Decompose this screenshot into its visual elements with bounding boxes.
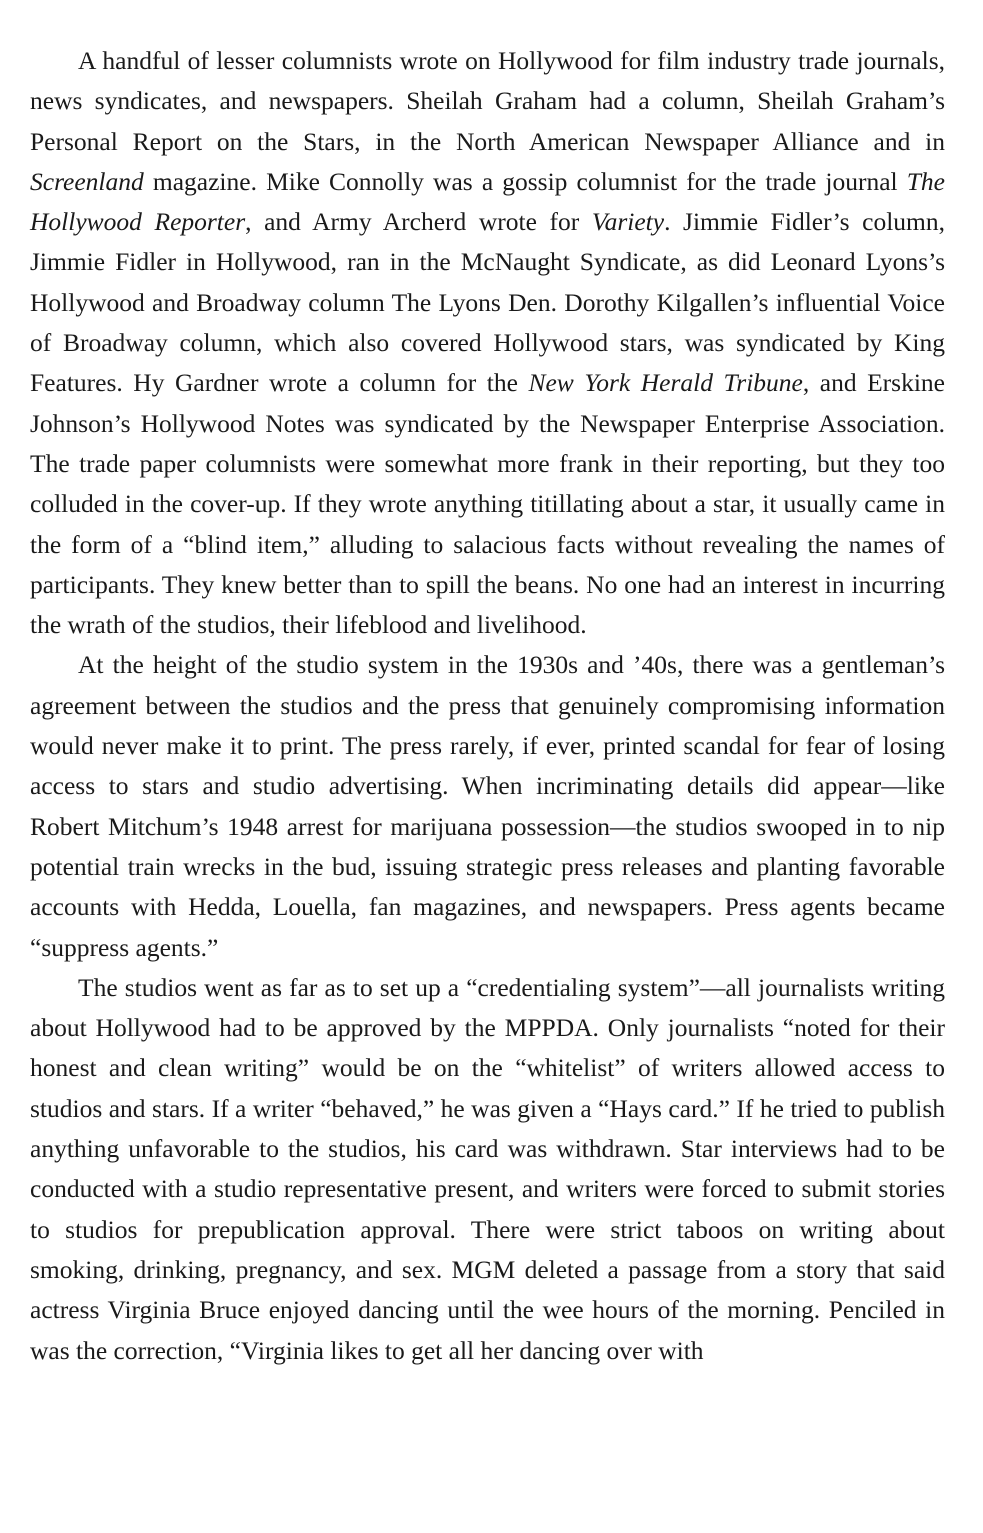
text-run: The studios went as far as to set up a “credentialing system”—all journalists writing about Hollywood had to be approved by the MPPDA. Only journalists “noted for their honest and clean writing” would be on the “whitelist” of writers allowed access to studios and stars. If a writer “behaved,” he was given a “Hays card.” If he tried to publish anything unfavorable to the studios, his card was withdrawn. Star interviews had to be conducted with a studio representative present, and writers were forced to submit stories to studios for prepublication approval. There were strict taboos on writing about smoking, drinking, pregnancy, and sex. MGM deleted a passage from a story that said actress Virginia Bruce enjoyed dancing until the wee hours of the morning. Penciled in was the correction, “Virginia likes to get all her dancing over with xyxy=(30,972,945,1365)
paragraph xyxy=(30,645,945,967)
paragraph xyxy=(30,41,945,645)
text-run: . Jimmie Fidler’s column, Jimmie Fidler in Hollywood, ran in the McNaught Syndicate, as did Leonard Lyons’s Hollywood and Broadway column The Lyons Den. Dorothy Kilgallen’s influential Voice of Broadway column, which also covered Hollywood stars, was syndicated by King Features. Hy Gardner wrote a column for the xyxy=(30,207,945,398)
text-run: A handful of lesser columnists wrote on Hollywood for film industry trade journals, news syndicates, and newspapers. Sheilah Graham had a column, Sheilah Graham’s Personal Report on the Stars, in the North American Newspaper Alliance and in xyxy=(30,46,945,156)
paragraph xyxy=(30,968,945,1371)
italic-title-herald-tribune: New York Herald Tribune xyxy=(528,368,803,398)
italic-title-variety: Variety xyxy=(591,207,665,237)
text-run: , and Erskine Johnson’s Hollywood Notes was syndicated by the Newspaper Enterprise Association. The trade paper columnists were somewhat more frank in their reporting, but they too colluded in the cover-up. If they wrote anything titillating about a star, it usually came in the form of a “blind item,” alluding to salacious facts without revealing the names of participants. They knew better than to spill the beans. No one had an interest in incurring the wrath of the studios, their lifeblood and livelihood. xyxy=(30,368,945,640)
italic-title-screenland: Screenland xyxy=(30,166,144,196)
text-run: , and Army Archerd wrote for xyxy=(245,207,592,237)
text-run: At the height of the studio system in the 1930s and ’40s, there was a gentleman’s agreement between the studios and the press that genuinely compromising information would never make it to print. The press rarely, if ever, printed scandal for fear of losing access to stars and studio advertising. When incriminating details did appear—like Robert Mitchum’s 1948 arrest for marijuana possession—the studios swooped in to nip potential train wrecks in the bud, issuing strategic press releases and planting favorable accounts with Hedda, Louella, fan magazines, and newspapers. Press agents became “suppress agents.” xyxy=(30,650,945,962)
italic-title-hollywood-reporter: The Hollywood Reporter xyxy=(30,166,945,237)
text-run: magazine. Mike Connolly was a gossip columnist for the trade journal xyxy=(143,166,907,196)
